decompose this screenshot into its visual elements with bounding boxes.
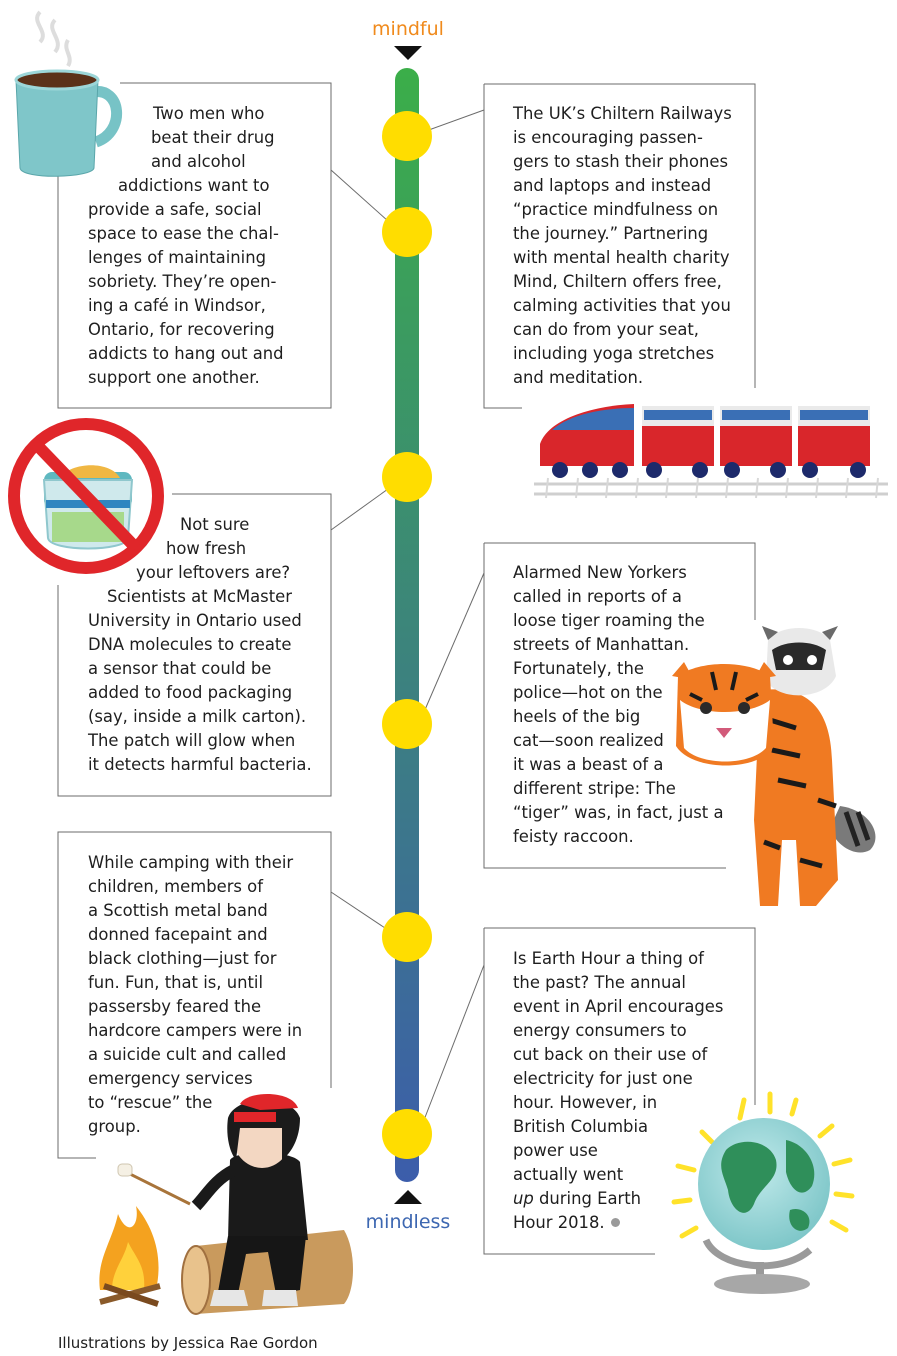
end-mark-dot — [611, 1218, 620, 1227]
earth-line-11 — [513, 1187, 641, 1211]
earth-last-line: Hour 2018. — [513, 1213, 605, 1232]
mindless-arrow — [394, 1190, 422, 1204]
tiger-line-10: different stripe: The — [513, 779, 676, 798]
globe-icon — [674, 1094, 852, 1294]
cafe-line-6: space to ease the chal- — [88, 224, 279, 243]
leftovers-line-3: your leftovers are? — [136, 563, 291, 582]
railway-line-6: the journey.” Partnering — [513, 224, 709, 243]
earth-line-1: Is Earth Hour a thing of — [513, 949, 704, 968]
cafe-line-10: Ontario, for recovering — [88, 320, 275, 339]
leftovers-line-7: a sensor that could be — [88, 659, 272, 678]
cafe-line-11: addicts to hang out and — [88, 344, 284, 363]
band-line-1: While camping with their — [88, 853, 294, 872]
leftovers-rating-dot — [382, 452, 432, 502]
tiger-line-7: heels of the big — [513, 707, 641, 726]
earth-line-7: hour. However, in — [513, 1093, 658, 1112]
earth-line-4: energy consumers to — [513, 1021, 687, 1040]
leftovers-line-11: it detects harmful bacteria. — [88, 755, 312, 774]
railway-line-11: including yoga stretches — [513, 344, 715, 363]
band-line-3: a Scottish metal band — [88, 901, 268, 920]
railway-line-3: gers to stash their phones — [513, 152, 729, 171]
earth-line-9: power use — [513, 1141, 598, 1160]
earth-connector — [424, 965, 484, 1120]
railway-line-12: and meditation. — [513, 368, 644, 387]
band-line-4: donned facepaint and — [88, 925, 268, 944]
earth-emphasis-up: up — [513, 1189, 534, 1208]
tiger-line-3: loose tiger roaming the — [513, 611, 705, 630]
mindful-label: mindful — [372, 18, 444, 40]
railway-rating-dot — [382, 111, 432, 161]
leftovers-connector — [331, 489, 388, 530]
railway-line-2: is encouraging passen- — [513, 128, 703, 147]
tiger-line-1: Alarmed New Yorkers — [513, 563, 687, 582]
no-leftovers-icon — [14, 424, 158, 568]
band-line-2: children, members of — [88, 877, 263, 896]
band-line-12: group. — [88, 1117, 141, 1136]
railway-line-5: “practice mindfulness on — [513, 200, 719, 219]
railway-line-8: Mind, Chiltern offers free, — [513, 272, 722, 291]
cafe-line-5: provide a safe, social — [88, 200, 262, 219]
leftovers-line-10: The patch will glow when — [88, 731, 296, 750]
tiger-rating-dot — [382, 699, 432, 749]
leftovers-line-1: Not sure — [180, 515, 250, 534]
cafe-rating-dot — [382, 207, 432, 257]
band-line-7: passersby feared the — [88, 997, 262, 1016]
coffee-mug-icon — [16, 12, 117, 176]
leftovers-line-5: University in Ontario used — [88, 611, 302, 630]
band-line-8: hardcore campers were in — [88, 1021, 303, 1040]
railway-line-7: with mental health charity — [513, 248, 730, 267]
railway-line-1: The UK’s Chiltern Railways — [513, 104, 732, 123]
railway-connector — [426, 110, 484, 131]
tiger-connector — [424, 573, 484, 712]
band-line-11: to “rescue” the — [88, 1093, 213, 1112]
earth-line-11-rest: during Earth — [533, 1189, 642, 1208]
band-line-10: emergency services — [88, 1069, 253, 1088]
cafe-line-9: ing a café in Windsor, — [88, 296, 266, 315]
band-line-6: fun. Fun, that is, until — [88, 973, 264, 992]
cafe-line-7: lenges of maintaining — [88, 248, 266, 267]
campfire-icon — [99, 1206, 160, 1304]
earth-line-3: event in April encourages — [513, 997, 724, 1016]
tiger-line-5: Fortunately, the — [513, 659, 644, 678]
cafe-line-3: and alcohol — [151, 152, 246, 171]
band-line-5: black clothing—just for — [88, 949, 277, 968]
railway-line-10: can do from your seat, — [513, 320, 700, 339]
leftovers-line-2: how fresh — [166, 539, 247, 558]
tiger-line-9: it was a beast of a — [513, 755, 664, 774]
earth-hour-rating-dot — [382, 1109, 432, 1159]
tiger-line-12: feisty raccoon. — [513, 827, 634, 846]
mindful-arrow — [394, 46, 422, 60]
band-rating-dot — [382, 912, 432, 962]
earth-line-12 — [513, 1211, 620, 1235]
earth-line-2: the past? The annual — [513, 973, 686, 992]
railway-line-9: calming activities that you — [513, 296, 731, 315]
leftovers-line-9: (say, inside a milk carton). — [88, 707, 307, 726]
cafe-line-2: beat their drug — [151, 128, 275, 147]
tiger-line-11: “tiger” was, in fact, just a — [513, 803, 724, 822]
earth-line-10: actually went — [513, 1165, 624, 1184]
train-icon — [534, 404, 888, 498]
leftovers-line-6: DNA molecules to create — [88, 635, 292, 654]
tiger-line-2: called in reports of a — [513, 587, 682, 606]
cafe-line-1: Two men who — [153, 104, 265, 123]
leftovers-line-4: Scientists at McMaster — [107, 587, 292, 606]
cafe-connector — [331, 170, 388, 221]
railway-line-4: and laptops and instead — [513, 176, 712, 195]
tiger-line-8: cat—soon realized — [513, 731, 664, 750]
earth-line-8: British Columbia — [513, 1117, 649, 1136]
mindless-label: mindless — [365, 1211, 451, 1233]
cafe-line-8: sobriety. They’re open- — [88, 272, 277, 291]
cafe-line-4: addictions want to — [118, 176, 270, 195]
band-connector — [331, 892, 388, 930]
earth-line-5: cut back on their use of — [513, 1045, 708, 1064]
tiger-raccoon-icon — [672, 626, 875, 906]
leftovers-line-8: added to food packaging — [88, 683, 293, 702]
cafe-line-12: support one another. — [88, 368, 260, 387]
band-line-9: a suicide cult and called — [88, 1045, 287, 1064]
tiger-line-6: police—hot on the — [513, 683, 663, 702]
illustration-credit: Illustrations by Jessica Rae Gordon — [58, 1334, 318, 1352]
earth-line-6: electricity for just one — [513, 1069, 693, 1088]
tiger-line-4: streets of Manhattan. — [513, 635, 690, 654]
